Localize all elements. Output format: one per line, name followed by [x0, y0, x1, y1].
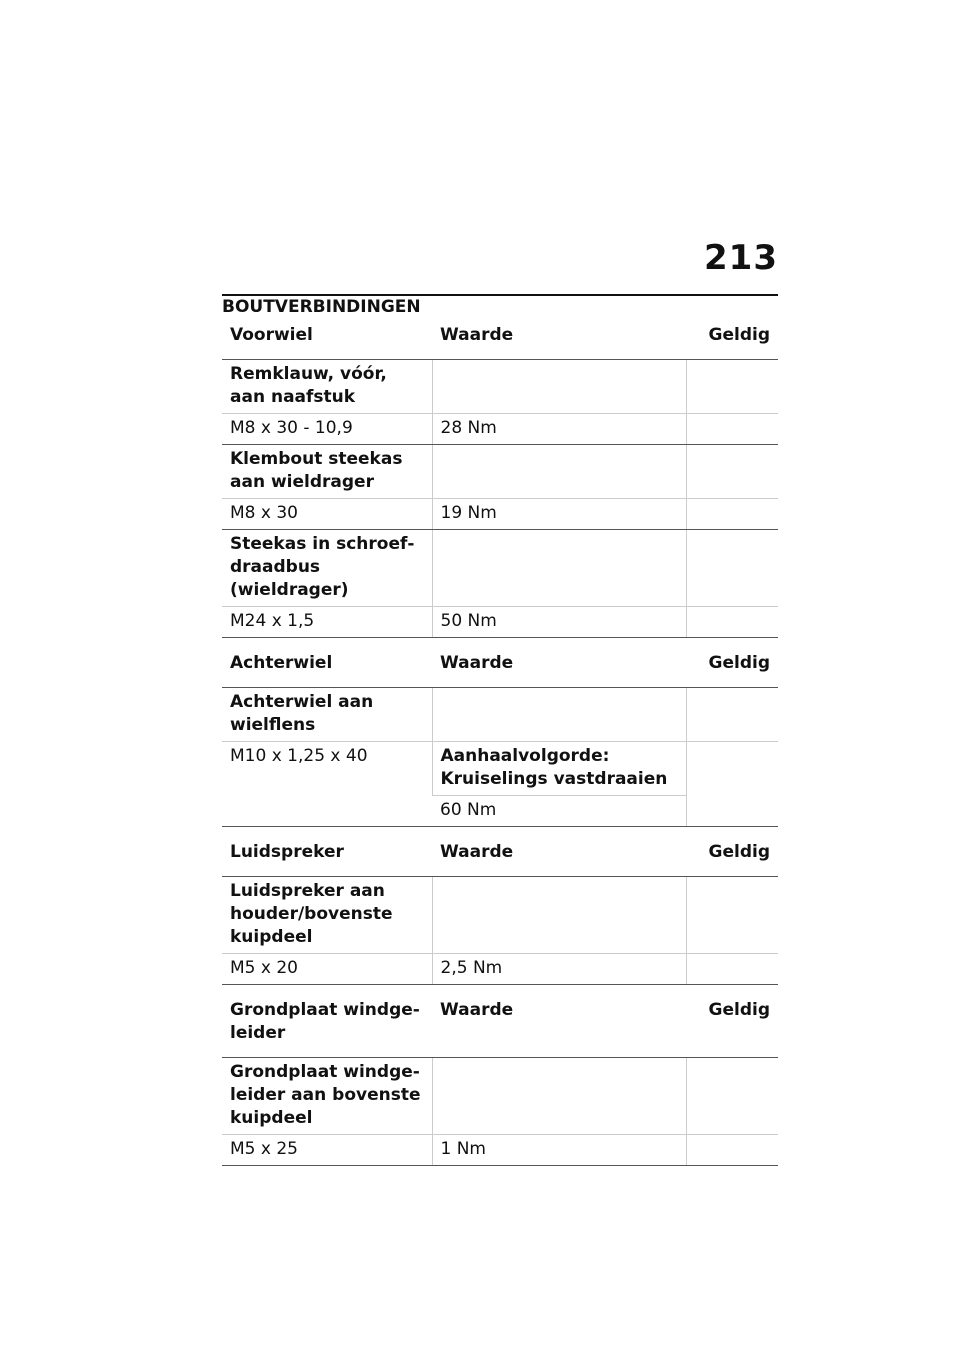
item-spec: M8 x 30 - 10,9: [222, 414, 432, 445]
item-value: 60 Nm: [432, 796, 686, 827]
table-row: [222, 360, 778, 414]
page-number: 213: [704, 238, 778, 278]
table-row: [222, 607, 778, 638]
table-row: [222, 954, 778, 985]
table-row: [222, 1135, 778, 1166]
torque-table: [222, 316, 778, 1166]
item-value: 50 Nm: [432, 607, 686, 638]
table-header-voorwiel: [222, 316, 778, 360]
item-title: Achterwiel aan wielflens: [222, 688, 432, 742]
column-header-component: Grondplaat windgeleider: [222, 991, 432, 1058]
item-spec: M24 x 1,5: [222, 607, 432, 638]
table-row: [222, 414, 778, 445]
column-header-component: Voorwiel: [222, 316, 432, 360]
column-header-geldig: Geldig: [686, 833, 778, 877]
table-row: [222, 742, 778, 796]
item-value: 19 Nm: [432, 499, 686, 530]
item-title: Grondplaat windgeleider aan bovenste kuipdeel: [222, 1058, 432, 1135]
column-header-component: Luidspreker: [222, 833, 432, 877]
column-header-geldig: Geldig: [686, 644, 778, 688]
column-header-component: Achterwiel: [222, 644, 432, 688]
table-row: [222, 530, 778, 607]
table-header-achterwiel: [222, 644, 778, 688]
column-header-waarde: Waarde: [432, 644, 686, 688]
item-spec: M8 x 30: [222, 499, 432, 530]
item-value: 1 Nm: [432, 1135, 686, 1166]
table-row: [222, 877, 778, 954]
item-spec: M5 x 25: [222, 1135, 432, 1166]
item-value: 2,5 Nm: [432, 954, 686, 985]
column-header-waarde: Waarde: [432, 991, 686, 1058]
column-header-waarde: Waarde: [432, 316, 686, 360]
table-row: [222, 1058, 778, 1135]
item-title: Luidspreker aan houder/bovenste kuipdeel: [222, 877, 432, 954]
table-row: [222, 499, 778, 530]
item-note: Aanhaalvolgorde: Kruiselings vastdraaien: [432, 742, 686, 796]
table-row: [222, 688, 778, 742]
table-header-luidspreker: [222, 833, 778, 877]
item-spec: M10 x 1,25 x 40: [222, 742, 432, 827]
item-title: Klembout steekas aan wieldrager: [222, 445, 432, 499]
table-header-grondplaat: [222, 991, 778, 1058]
column-header-geldig: Geldig: [686, 991, 778, 1058]
column-header-geldig: Geldig: [686, 316, 778, 360]
item-value: 28 Nm: [432, 414, 686, 445]
section-rule: [222, 294, 778, 296]
table-row: [222, 445, 778, 499]
item-title: Steekas in schroefdraadbus (wieldrager): [222, 530, 432, 607]
item-title: Remklauw, vóór, aan naafstuk: [222, 360, 432, 414]
item-spec: M5 x 20: [222, 954, 432, 985]
column-header-waarde: Waarde: [432, 833, 686, 877]
section-title: BOUTVERBINDINGEN: [222, 297, 421, 317]
